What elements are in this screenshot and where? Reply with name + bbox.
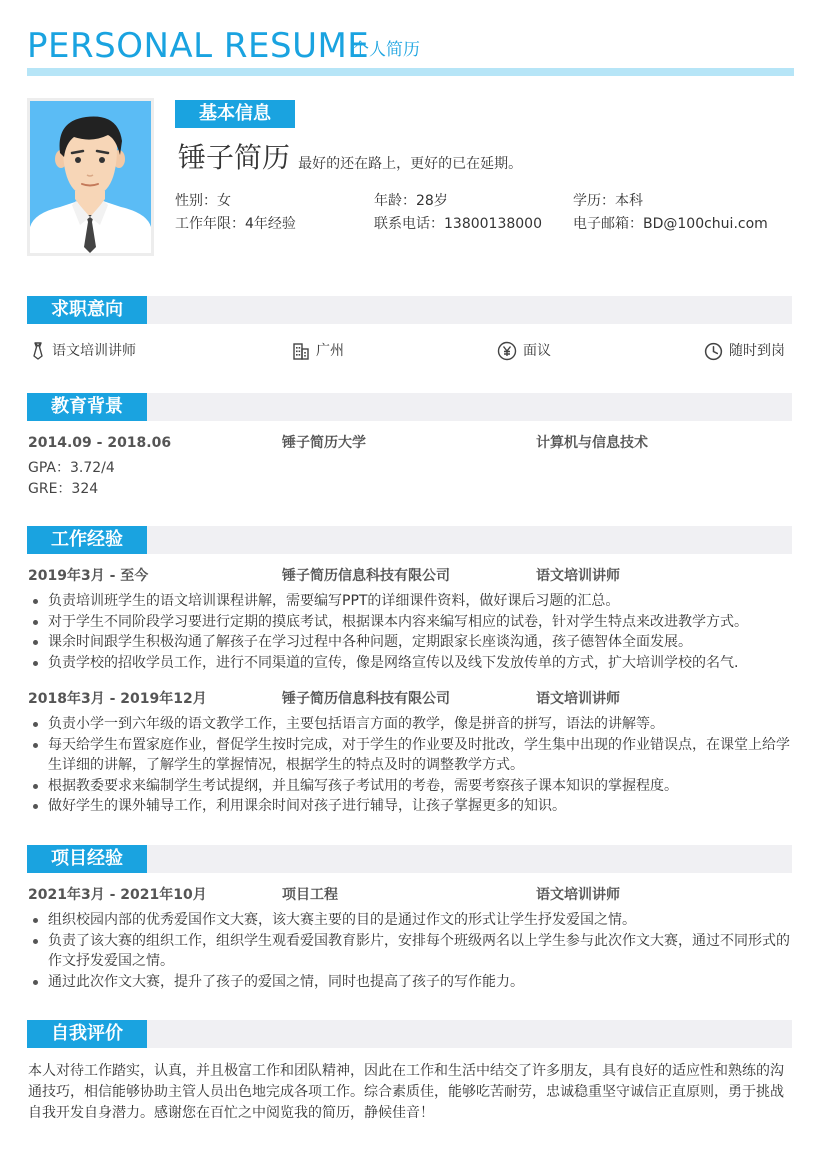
section-header-education [27,393,792,421]
candidate-name: 锤子简历 [178,141,291,174]
yen-icon [497,341,517,361]
page-subtitle: 个人简历 [352,40,420,60]
project-duties [30,910,792,992]
section-tag-project: 项目经验 [27,845,147,873]
list-item: 负责培训班学生的语文培训课程讲解，需要编写PPT的详细课件资料，做好课后习题的汇总。 [30,591,792,612]
education-period: 2014.09 - 2018.06 [28,435,172,451]
job-2-role: 语文培训讲师 [536,691,620,707]
job-1-duties [30,591,792,673]
education-gre: GRE：324 [28,481,99,497]
job-2-duties [30,714,792,817]
section-tag-intent: 求职意向 [27,296,147,324]
list-item: 通过此次作文大赛，提升了孩子的爱国之情，同时也提高了孩子的写作能力。 [30,972,792,993]
header-divider [27,68,794,76]
section-header-intent [27,296,792,324]
resume-header [27,24,794,76]
basic-info-tag: 基本信息 [175,100,295,128]
education-gpa: GPA：3.72/4 [28,460,115,476]
job-1-role: 语文培训讲师 [536,568,620,584]
list-item: 每天给学生布置家庭作业，督促学生按时完成，对于学生的作业要及时批改，学生集中出现的作业错误点，在课堂上给学生详细的讲解，了解学生的掌握情况，根据学生的特点及时的调整教学方式。 [30,735,792,776]
section-tag-work: 工作经验 [27,526,147,554]
intent-availability [704,338,785,364]
avatar [27,98,154,256]
project-name: 项目工程 [282,887,338,903]
job-1-period: 2019年3月 - 至今 [28,568,149,584]
list-item: 做好学生的课外辅导工作，利用课余时间对孩子进行辅导，让孩子掌握更多的知识。 [30,796,792,817]
section-header-work [27,526,792,554]
list-item: 负责小学一到六年级的语文教学工作，主要包括语言方面的教学，像是拼音的拼写，语法的讲解等。 [30,714,792,735]
page-title: PERSONAL RESUME [27,26,370,66]
gender: 性别：女 [175,193,231,209]
section-tag-education: 教育背景 [27,393,147,421]
intent-availability-label: 随时到岗 [729,343,785,359]
phone: 联系电话：13800138000 [374,216,542,232]
intent-position [30,338,136,364]
clock-icon [704,342,723,361]
work-years: 工作年限：4年经验 [175,216,296,232]
list-item: 根据教委要求来编制学生考试提纲，并且编写孩子考试用的考卷，需要考察孩子课本知识的掌握程度。 [30,776,792,797]
email: 电子邮箱：BD@100chui.com [573,216,768,232]
motto: 最好的还在路上，更好的已在延期。 [298,156,523,172]
tie-icon [30,342,46,360]
age: 年龄：28岁 [374,193,448,209]
intent-city [292,338,344,364]
intent-salary-label: 面议 [523,343,551,359]
job-1-company: 锤子简历信息科技有限公司 [282,568,450,584]
list-item: 负责学校的招收学员工作，进行不同渠道的宣传，像是网络宣传以及线下发放传单的方式，扩大培训学校的名气. [30,653,792,674]
list-item: 对于学生不同阶段学习要进行定期的摸底考试，根据课本内容来编写相应的试卷，针对学生特点来改进教学方式。 [30,612,792,633]
list-item: 负责了该大赛的组织工作，组织学生观看爱国教育影片，安排每个班级两名以上学生参与此次作文大赛，通过不同形式的作文抒发爱国之情。 [30,931,792,972]
project-period: 2021年3月 - 2021年10月 [28,887,207,903]
section-header-self [27,1020,792,1048]
intent-salary [497,338,551,364]
intent-position-label: 语文培训讲师 [52,343,136,359]
job-2-period: 2018年3月 - 2019年12月 [28,691,207,707]
education-school: 锤子简历大学 [282,435,366,451]
degree: 学历：本科 [573,193,643,209]
project-role: 语文培训讲师 [536,887,620,903]
list-item: 组织校园内部的优秀爱国作文大赛，该大赛主要的目的是通过作文的形式让学生抒发爱国之情。 [30,910,792,931]
building-icon [292,342,310,360]
job-2-company: 锤子简历信息科技有限公司 [282,691,450,707]
section-tag-self: 自我评价 [27,1020,147,1048]
education-major: 计算机与信息技术 [536,435,648,451]
intent-city-label: 广州 [316,343,344,359]
list-item: 课余时间跟学生积极沟通了解孩子在学习过程中各种问题，定期跟家长座谈沟通，孩子德智体全面发展。 [30,632,792,653]
avatar-illustration-icon [30,101,151,253]
self-evaluation-text: 本人对待工作踏实，认真，并且极富工作和团队精神，因此在工作和生活中结交了许多朋友，具有良好的适应性和熟练的沟通技巧，相信能够协助主管人员出色地完成各项工作。综合素质佳，能够吃苦耐劳，忠诚稳重坚守诚信正直原则，勇于挑战自我开发自身潜力。感谢您在百忙之中阅览我的简历，静候佳音！ [28,1063,784,1121]
section-header-project [27,845,792,873]
name-row [178,138,522,178]
